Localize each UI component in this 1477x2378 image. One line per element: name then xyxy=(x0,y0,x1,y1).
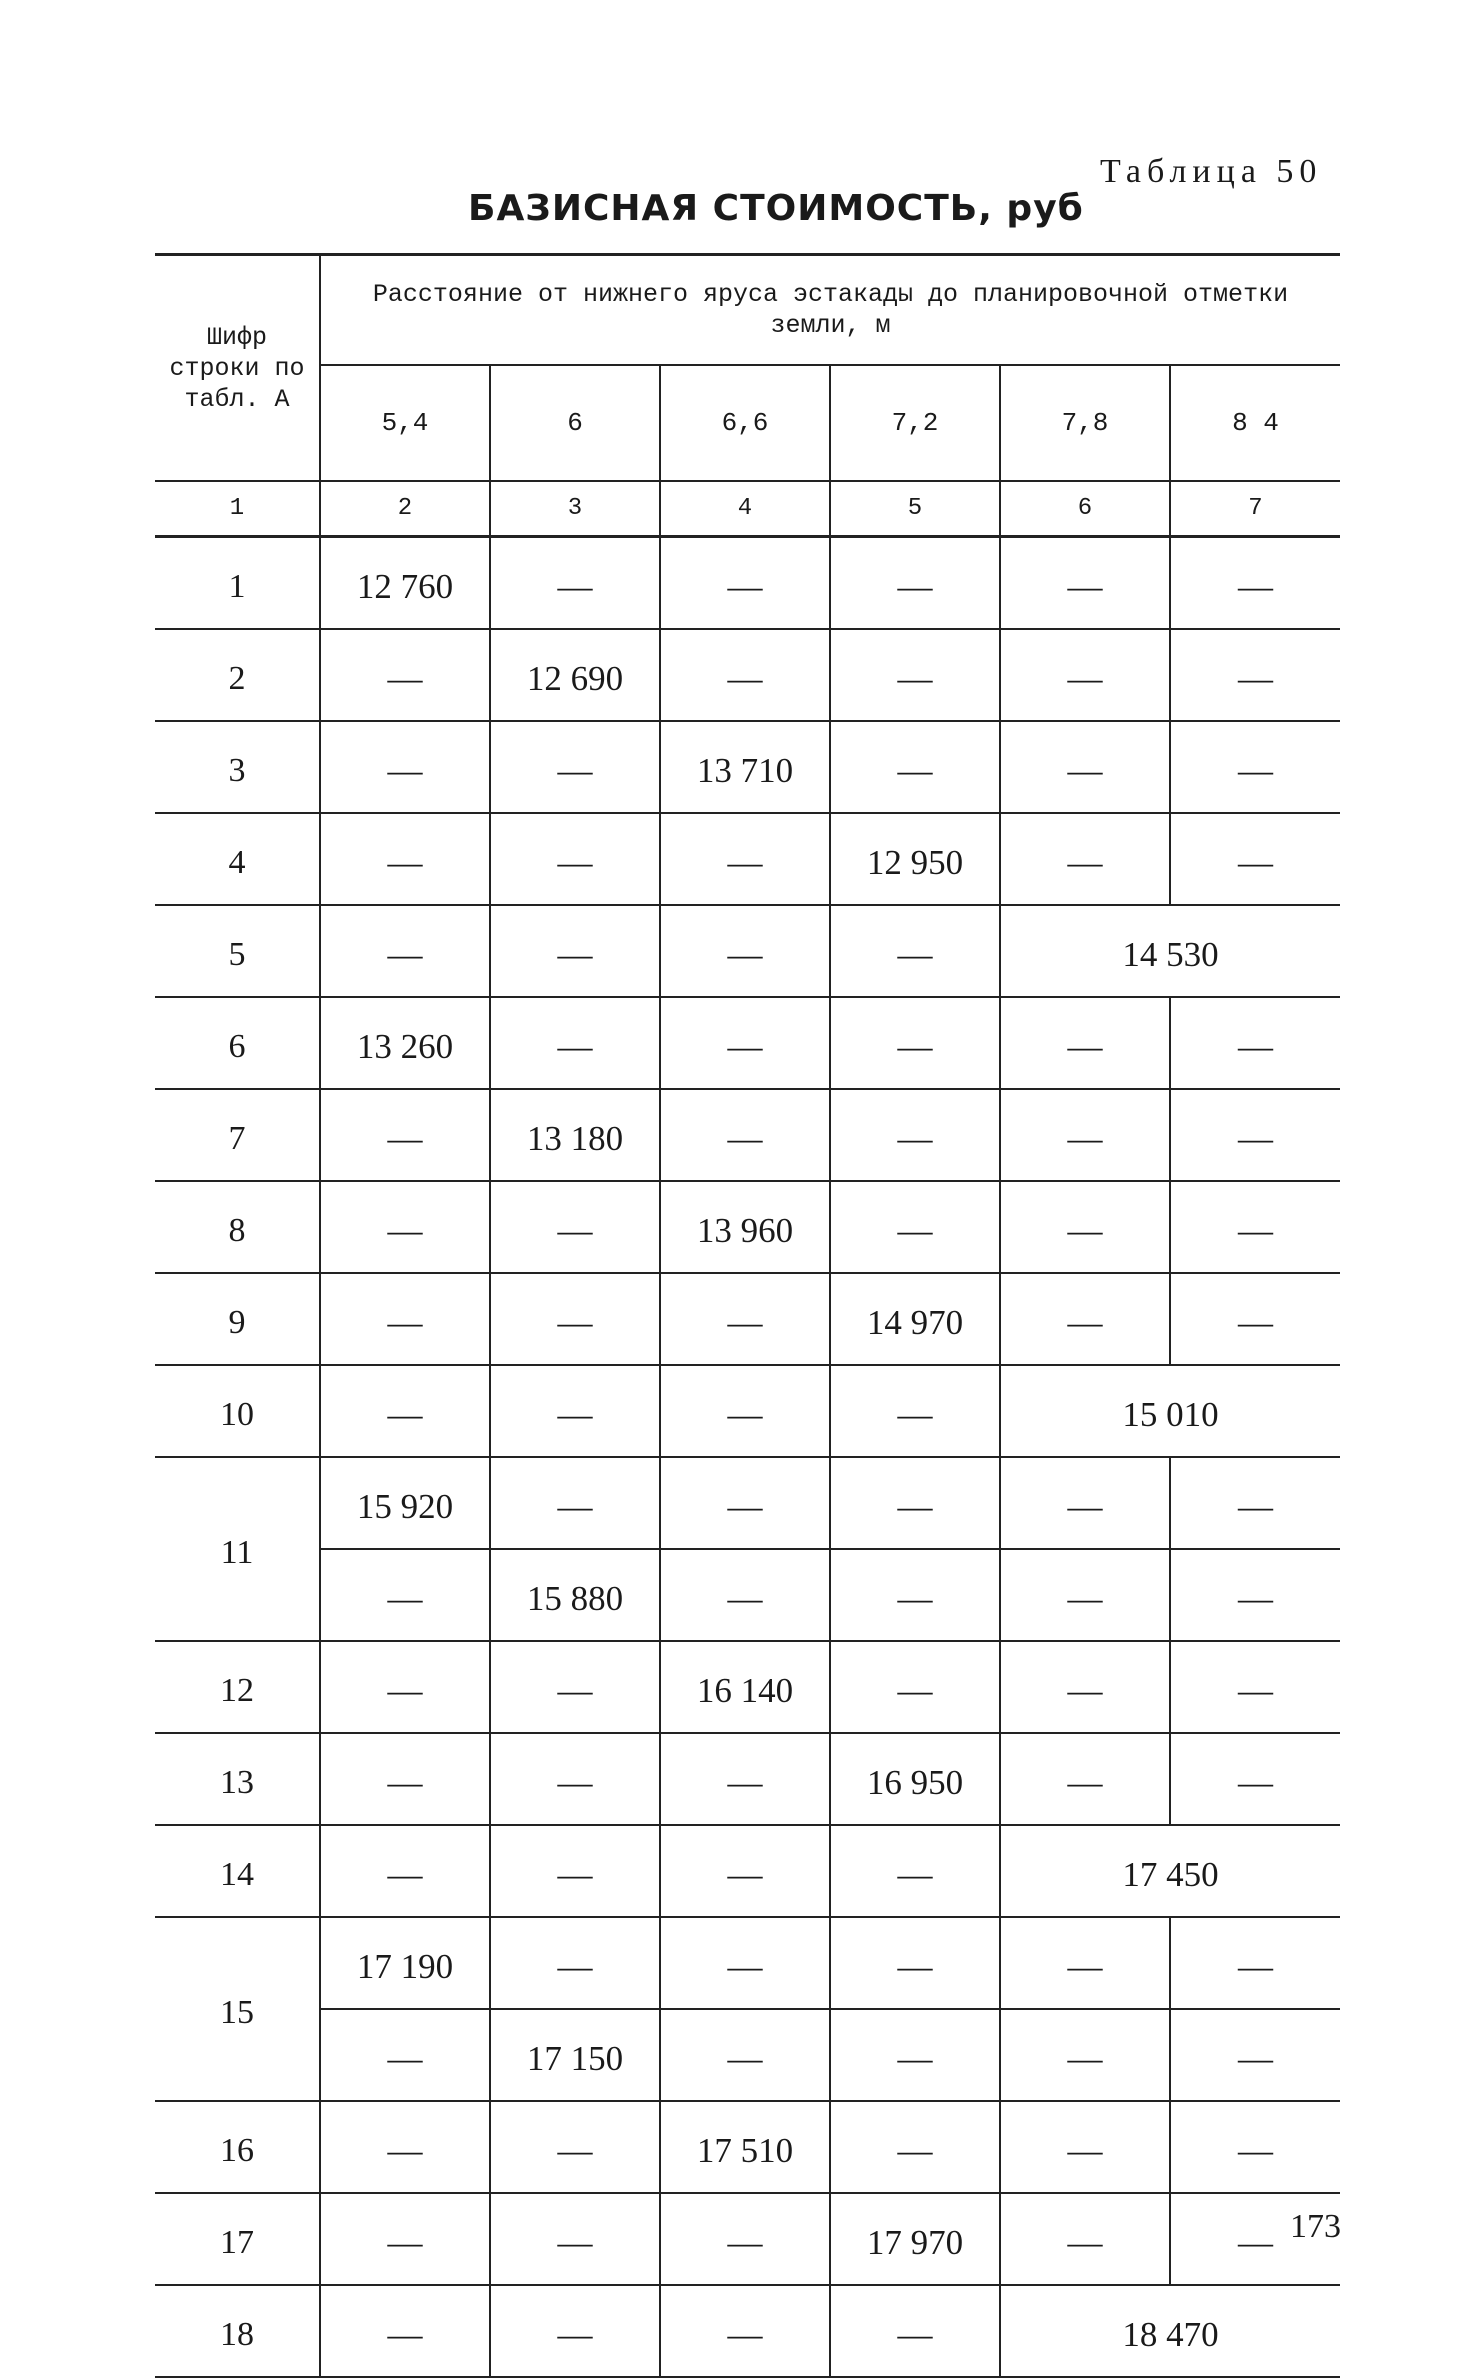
cost-cell: — xyxy=(490,1273,660,1365)
cost-cell: — xyxy=(490,1733,660,1825)
cost-cell: — xyxy=(830,1549,1000,1641)
table-row xyxy=(155,1457,1340,1549)
table-row xyxy=(155,813,1340,905)
distance-group-header xyxy=(320,255,1340,366)
column-number: 2 xyxy=(320,481,490,537)
cost-cell: — xyxy=(660,629,830,721)
distance-column-header: 6,6 xyxy=(660,365,830,481)
cost-cell: — xyxy=(830,1641,1000,1733)
cost-cell: 12 690 xyxy=(490,629,660,721)
cost-cell: — xyxy=(830,2101,1000,2193)
cost-cell: 17 510 xyxy=(660,2101,830,2193)
cost-cell: — xyxy=(660,2285,830,2377)
row-code: 17 xyxy=(155,2193,320,2285)
row-code: 3 xyxy=(155,721,320,813)
cost-cell: — xyxy=(1000,1917,1170,2009)
cost-cell: — xyxy=(1000,721,1170,813)
table-row xyxy=(155,905,1340,997)
table-row xyxy=(155,2193,1340,2285)
cost-cell: 12 760 xyxy=(320,537,490,630)
cost-cell: 17 190 xyxy=(320,1917,490,2009)
cost-cell: — xyxy=(660,1825,830,1917)
table-row xyxy=(155,1825,1340,1917)
cost-cell: — xyxy=(1170,1733,1340,1825)
cost-cell: — xyxy=(1000,537,1170,630)
cost-cell: — xyxy=(1000,1641,1170,1733)
cost-cell: — xyxy=(490,2101,660,2193)
cost-cell: — xyxy=(1170,813,1340,905)
table-row xyxy=(155,1365,1340,1457)
cost-cell: — xyxy=(490,1825,660,1917)
cost-cell: 17 970 xyxy=(830,2193,1000,2285)
cost-cell: — xyxy=(490,997,660,1089)
row-code: 1 xyxy=(155,537,320,630)
row-code: 7 xyxy=(155,1089,320,1181)
cost-cell: 14 970 xyxy=(830,1273,1000,1365)
cost-cell: — xyxy=(660,2009,830,2101)
cost-cell: — xyxy=(830,997,1000,1089)
cost-cell: — xyxy=(320,1733,490,1825)
distance-column-header: 7,2 xyxy=(830,365,1000,481)
cost-cell: — xyxy=(320,1549,490,1641)
cost-cell: — xyxy=(320,1641,490,1733)
column-number: 6 xyxy=(1000,481,1170,537)
row-code: 8 xyxy=(155,1181,320,1273)
cost-cell: — xyxy=(1170,2193,1340,2285)
cost-cell: — xyxy=(830,1917,1000,2009)
cost-cell: — xyxy=(830,1457,1000,1549)
cost-cell: — xyxy=(660,813,830,905)
table-row xyxy=(155,1273,1340,1365)
cost-cell: — xyxy=(490,2285,660,2377)
cost-cell: — xyxy=(1170,721,1340,813)
cost-cell: — xyxy=(1000,1181,1170,1273)
cost-cell: — xyxy=(830,1825,1000,1917)
row-code: 5 xyxy=(155,905,320,997)
table-row xyxy=(155,537,1340,630)
cost-cell: — xyxy=(660,1365,830,1457)
cost-table-container xyxy=(155,253,1340,2378)
cost-cell: — xyxy=(1170,629,1340,721)
cost-cell: — xyxy=(1170,1181,1340,1273)
cost-cell: — xyxy=(660,905,830,997)
cost-cell: 15 920 xyxy=(320,1457,490,1549)
cost-cell: — xyxy=(1000,1549,1170,1641)
row-code: 2 xyxy=(155,629,320,721)
column-number: 5 xyxy=(830,481,1000,537)
cost-cell: 13 710 xyxy=(660,721,830,813)
cost-cell: — xyxy=(1000,1733,1170,1825)
cost-cell: 13 180 xyxy=(490,1089,660,1181)
cost-cell: — xyxy=(660,1733,830,1825)
cost-cell: 15 880 xyxy=(490,1549,660,1641)
cost-cell: — xyxy=(320,2193,490,2285)
table-row xyxy=(155,997,1340,1089)
cost-cell: — xyxy=(320,905,490,997)
cost-cell: — xyxy=(1170,2009,1340,2101)
cost-cell: 17 450 xyxy=(1000,1825,1340,1917)
cost-cell: — xyxy=(490,1641,660,1733)
table-row xyxy=(155,1641,1340,1733)
table-label: Таблица 50 xyxy=(1100,153,1323,190)
cost-cell: — xyxy=(830,2009,1000,2101)
cost-cell: — xyxy=(1000,2193,1170,2285)
cost-cell: — xyxy=(1000,2009,1170,2101)
cost-cell: — xyxy=(660,2193,830,2285)
table-row xyxy=(155,1089,1340,1181)
cost-cell: — xyxy=(1170,2101,1340,2193)
cost-cell: — xyxy=(320,2285,490,2377)
cost-cell: — xyxy=(490,1917,660,2009)
cost-cell: — xyxy=(320,1365,490,1457)
cost-cell: — xyxy=(1000,813,1170,905)
row-code: 6 xyxy=(155,997,320,1089)
cost-cell: — xyxy=(1000,997,1170,1089)
cost-cell: — xyxy=(830,1365,1000,1457)
cost-cell: — xyxy=(1000,1273,1170,1365)
row-code: 16 xyxy=(155,2101,320,2193)
row-code: 4 xyxy=(155,813,320,905)
cost-cell: — xyxy=(320,1825,490,1917)
row-code: 10 xyxy=(155,1365,320,1457)
column-number: 1 xyxy=(229,495,245,522)
row-code: 9 xyxy=(155,1273,320,1365)
cost-cell: — xyxy=(660,1273,830,1365)
cost-cell: — xyxy=(320,2009,490,2101)
cost-cell: 15 010 xyxy=(1000,1365,1340,1457)
table-row xyxy=(155,2009,1340,2101)
cost-cell: 12 950 xyxy=(830,813,1000,905)
cost-cell: — xyxy=(1170,997,1340,1089)
table-row xyxy=(155,1549,1340,1641)
cost-cell: — xyxy=(660,537,830,630)
row-code: 13 xyxy=(155,1733,320,1825)
column-number: 3 xyxy=(490,481,660,537)
cost-cell: — xyxy=(660,1089,830,1181)
row-code: 11 xyxy=(155,1457,320,1641)
cost-cell: — xyxy=(320,721,490,813)
distance-column-header: 8 4 xyxy=(1170,365,1340,481)
cost-cell: 13 960 xyxy=(660,1181,830,1273)
cost-cell: — xyxy=(490,813,660,905)
cost-cell: — xyxy=(1000,1457,1170,1549)
cost-cell: — xyxy=(1170,1089,1340,1181)
table-row xyxy=(155,2285,1340,2377)
cost-cell: — xyxy=(490,721,660,813)
table-row xyxy=(155,1181,1340,1273)
cost-cell: — xyxy=(830,629,1000,721)
cost-cell: — xyxy=(320,629,490,721)
cost-cell: — xyxy=(830,537,1000,630)
table-row xyxy=(155,2101,1340,2193)
cost-cell: — xyxy=(320,1273,490,1365)
cost-cell: — xyxy=(660,997,830,1089)
cost-cell: — xyxy=(490,1365,660,1457)
cost-cell: — xyxy=(1000,2101,1170,2193)
cost-cell: 16 950 xyxy=(830,1733,1000,1825)
cost-cell: — xyxy=(490,2193,660,2285)
cost-cell: — xyxy=(1170,537,1340,630)
table-row xyxy=(155,721,1340,813)
cost-cell: — xyxy=(320,1089,490,1181)
cost-cell: — xyxy=(1170,1549,1340,1641)
distance-column-header: 7,8 xyxy=(1000,365,1170,481)
cost-cell: — xyxy=(830,1089,1000,1181)
cost-cell: — xyxy=(830,721,1000,813)
row-code: 12 xyxy=(155,1641,320,1733)
cost-cell: 14 530 xyxy=(1000,905,1340,997)
code-column-header-text: Шифр строки по табл. А xyxy=(169,322,305,414)
cost-cell: — xyxy=(490,1457,660,1549)
cost-table xyxy=(155,253,1340,2378)
table-row xyxy=(155,1733,1340,1825)
cost-cell: — xyxy=(1170,1641,1340,1733)
row-code: 18 xyxy=(155,2285,320,2377)
cost-cell: 13 260 xyxy=(320,997,490,1089)
column-number: 7 xyxy=(1170,481,1340,537)
cost-cell: — xyxy=(660,1917,830,2009)
row-code: 15 xyxy=(155,1917,320,2101)
cost-cell: — xyxy=(660,1457,830,1549)
cost-cell: — xyxy=(1170,1273,1340,1365)
cost-cell: — xyxy=(830,2285,1000,2377)
cost-cell: — xyxy=(830,1181,1000,1273)
cost-cell: — xyxy=(320,813,490,905)
table-row xyxy=(155,629,1340,721)
page-number: 173 xyxy=(1290,2208,1341,2245)
table-row xyxy=(155,1917,1340,2009)
cost-cell: — xyxy=(320,1181,490,1273)
row-code: 14 xyxy=(155,1825,320,1917)
cost-cell: — xyxy=(490,537,660,630)
cost-cell: — xyxy=(1170,1457,1340,1549)
cost-cell: — xyxy=(1000,629,1170,721)
cost-cell: — xyxy=(1000,1089,1170,1181)
cost-cell: — xyxy=(490,905,660,997)
code-column-header xyxy=(155,255,320,482)
cost-cell: — xyxy=(830,905,1000,997)
distance-column-header: 5,4 xyxy=(320,365,490,481)
distance-column-header: 6 xyxy=(490,365,660,481)
cost-cell: 18 470 xyxy=(1000,2285,1340,2377)
column-number: 4 xyxy=(660,481,830,537)
cost-cell: — xyxy=(660,1549,830,1641)
cost-cell: — xyxy=(1170,1917,1340,2009)
cost-cell: — xyxy=(490,1181,660,1273)
distance-group-header-text: Расстояние от нижнего яруса эстакады до планировочной отметки земли, м xyxy=(372,280,1289,340)
cost-cell: 17 150 xyxy=(490,2009,660,2101)
cost-cell: 16 140 xyxy=(660,1641,830,1733)
page-title: БАЗИСНАЯ СТОИМОСТЬ, руб xyxy=(468,188,1084,229)
cost-cell: — xyxy=(320,2101,490,2193)
